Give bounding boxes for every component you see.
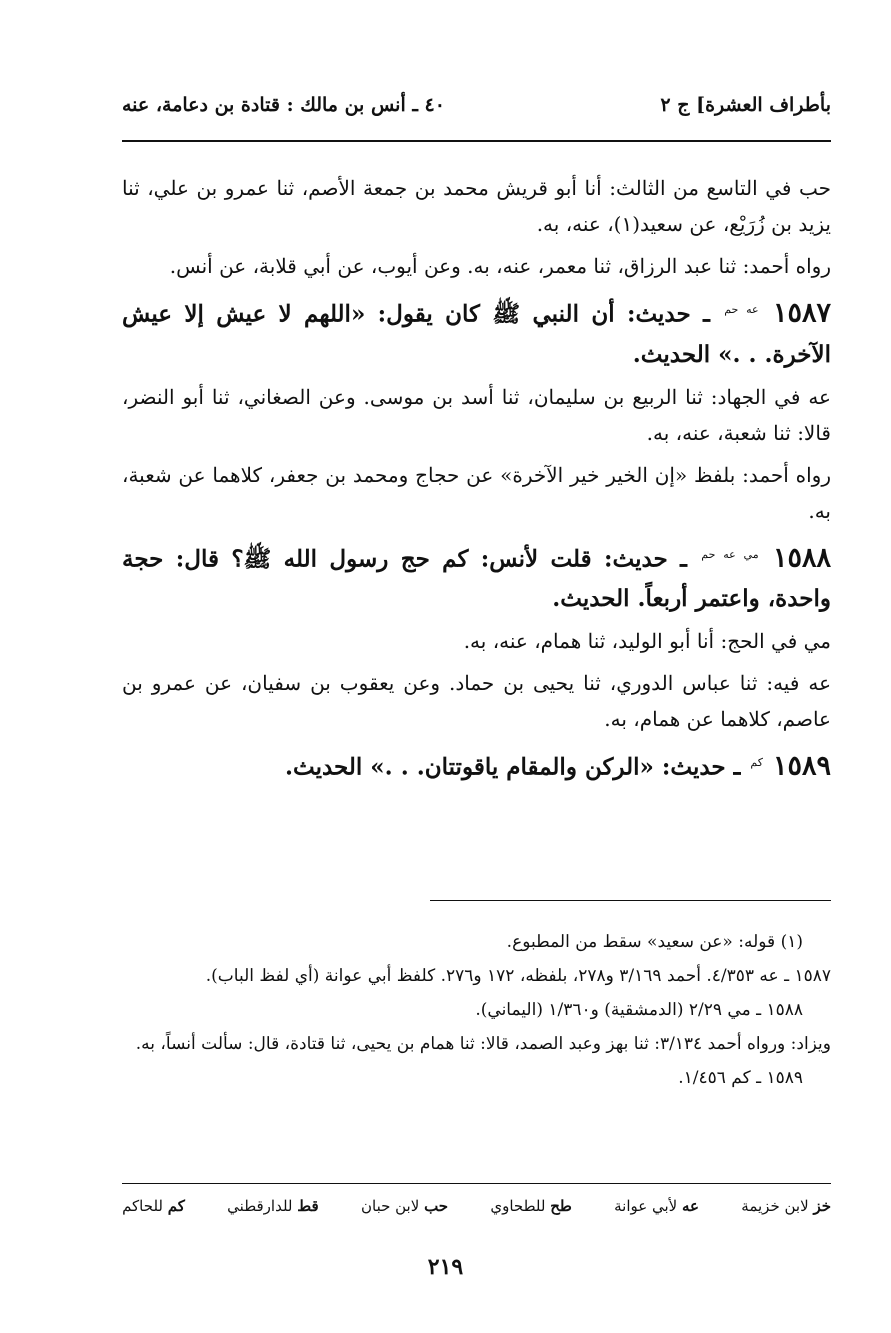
- abbr-item: حب لابن حبان: [360, 1197, 449, 1215]
- abbr-item: طح للطحاوي: [490, 1197, 572, 1215]
- abbreviation-key: [122, 1197, 831, 1215]
- footnote: ١٥٨٩ ـ كم ١/٤٥٦.: [678, 1068, 803, 1088]
- hadith-entry: [122, 290, 831, 375]
- header-chapter-title: ٤٠ ـ أنس بن مالك : قتادة بن دعامة، عنه: [122, 94, 445, 116]
- hadith-text: ـ حديث: «الركن والمقام ياقوتتان. . .» الحديث.: [284, 753, 741, 781]
- footnote: ١٥٨٨ ـ مي ٢/٢٩ (الدمشقية) و١/٣٦٠ (اليماني).: [475, 1000, 803, 1020]
- text-paragraph: رواه أحمد: بلفظ «إن الخير خير الآخرة» عن حجاج ومحمد بن جعفر، كلاهما عن شعبة، به.: [122, 462, 831, 523]
- text-paragraph: مي في الحج: أنا أبو الوليد، ثنا همام، عنه، به.: [463, 629, 831, 654]
- hadith-number: ١٥٨٨: [773, 542, 832, 574]
- footnote: (١) قوله: «عن سعيد» سقط من المطبوع.: [506, 932, 803, 952]
- hadith-number: ١٥٨٩: [772, 750, 831, 782]
- hadith-sigla: عه حم: [724, 303, 759, 316]
- footnotes: [122, 925, 831, 1095]
- hadith-sigla: مي عه حم: [701, 547, 759, 561]
- footnote-separator: [430, 900, 831, 901]
- abbr-item: خز لابن خزيمة: [741, 1197, 831, 1215]
- hadith-text: ـ حديث: قلت لأنس: كم حج رسول الله ﷺ؟ قال: حجة واحدة، واعتمر أربعاً. الحديث.: [122, 545, 831, 613]
- bottom-rule: [122, 1183, 831, 1184]
- abbr-item: كم للحاكم: [122, 1197, 185, 1215]
- text-paragraph: عه فيه: ثنا عباس الدوري، ثنا يحيى بن حماد. وعن يعقوب بن سفيان، عن عمرو بن عاصم، كلاهما عن همام، به.: [122, 671, 832, 732]
- running-header: [122, 88, 831, 124]
- hadith-entry: [122, 535, 831, 620]
- text-paragraph: حب في التاسع من الثالث: أنا أبو قريش محمد بن جمعة الأصم، ثنا عمرو بن علي، ثنا يزيد بن زُرَيْع، عن سعيد(١)، عنه، به.: [122, 176, 831, 236]
- hadith-number: ١٥٨٧: [772, 297, 831, 329]
- footnote: ويزاد: ورواه أحمد ٣/١٣٤: ثنا بهز وعبد الصمد، قالا: ثنا همام بن يحيى، ثنا قتادة، قال: سألت أنساً، به.: [135, 1034, 831, 1054]
- abbr-item: قط للدارقطني: [227, 1197, 319, 1215]
- abbr-item: عه لأبي عوانة: [614, 1197, 700, 1215]
- hadith-sigla: كم: [750, 756, 763, 770]
- hadith-text: ـ حديث: أن النبي ﷺ كان يقول: «اللهم لا عيش إلا عيش الآخرة. . .» الحديث.: [122, 300, 831, 368]
- footnote: ١٥٨٧ ـ عه ٤/٣٥٣. أحمد ٣/١٦٩ و٢٧٨، بلفظه، ١٧٢ و٢٧٦. كلفظ أبي عوانة (أي لفظ الباب).: [205, 966, 831, 986]
- main-text: [122, 170, 831, 792]
- header-book-title: بأطراف العشرة] ج ٢: [660, 94, 831, 116]
- hadith-entry: [122, 743, 831, 788]
- header-rule: [122, 140, 831, 142]
- text-paragraph: عه في الجهاد: ثنا الربيع بن سليمان، ثنا أسد بن موسى. وعن الصغاني، ثنا أبو النضر، قالا: ثنا شعبة، عنه، به.: [122, 384, 831, 445]
- page-number: ٢١٩: [427, 1254, 464, 1280]
- text-paragraph: رواه أحمد: ثنا عبد الرزاق، ثنا معمر، عنه، به. وعن أيوب، عن أبي قلابة، عن أنس.: [169, 254, 831, 278]
